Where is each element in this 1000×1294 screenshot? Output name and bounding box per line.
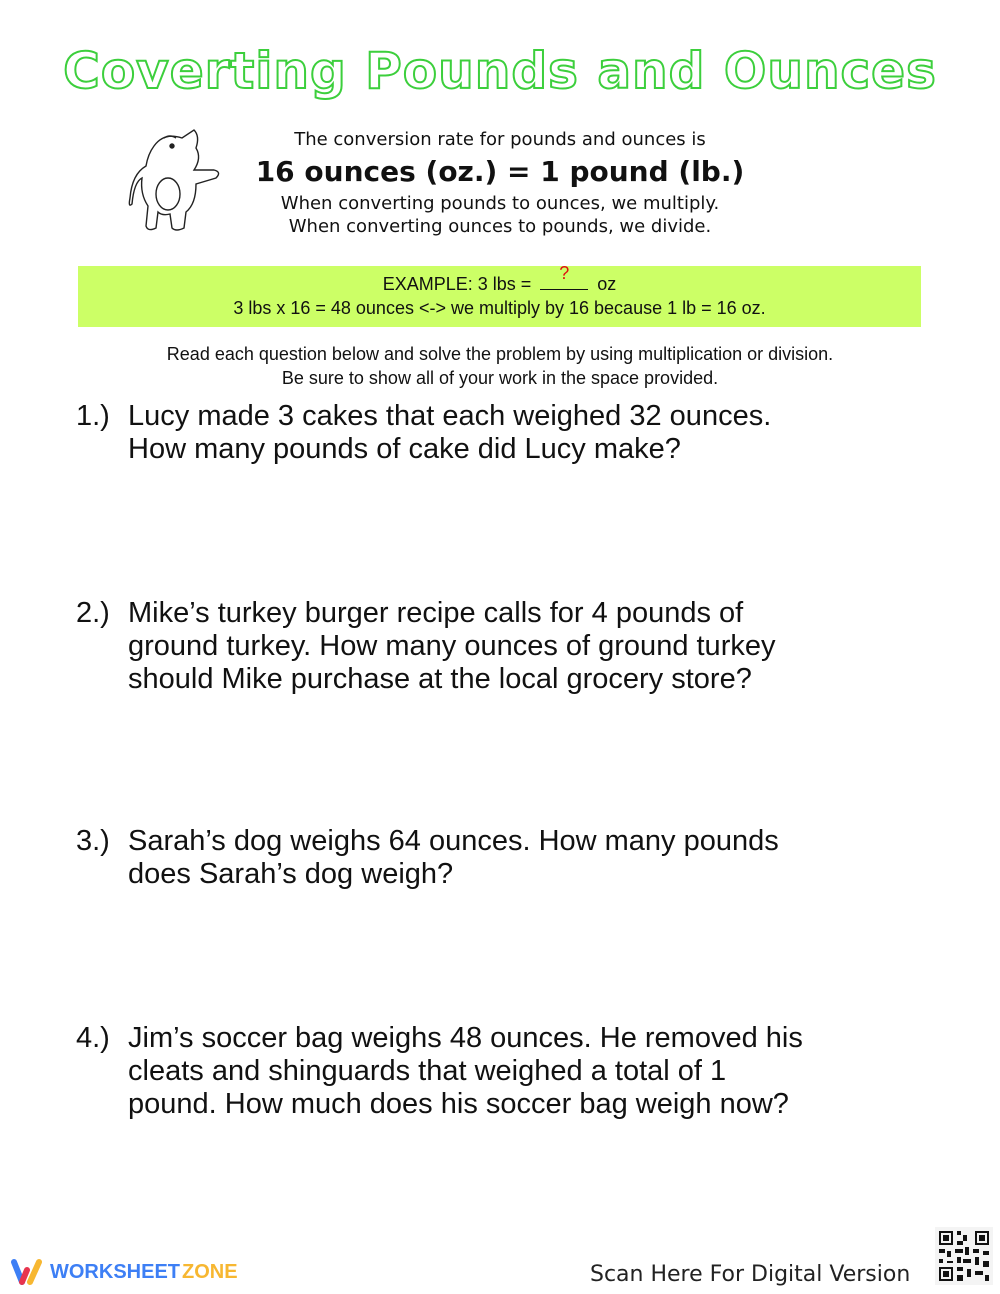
instructions-line-1: Read each question below and solve the problem by using multiplication or division. [166,344,834,364]
example-suffix: oz [597,274,617,294]
qr-code-icon[interactable] [935,1227,993,1285]
page-title: Coverting Pounds and Ounces [63,42,937,100]
brand-worksheet: WORKSHEET [50,1260,180,1283]
rule-divide: When converting ounces to pounds, we divide. [288,216,712,237]
scan-text: Scan Here For Digital Version [590,1262,911,1287]
worksheetzone-w-icon [10,1258,44,1286]
question-text: Sarah’s dog weighs 64 ounces. How many pounds [128,825,779,857]
example-line [78,263,921,296]
question-number: 2.) [76,597,110,629]
rule-multiply: When converting pounds to ounces, we multiply. [280,193,720,214]
conversion-formula: 16 ounces (oz.) = 1 pound (lb.) [255,155,745,188]
example-box [78,263,921,327]
question-text: How many pounds of cake did Lucy make? [128,433,681,465]
question-text: Mike’s turkey burger recipe calls for 4 pounds of [128,597,744,629]
question-text: does Sarah’s dog weigh? [128,858,454,890]
question-mark: ? [559,263,570,283]
question-2 [76,597,936,696]
instructions [60,342,940,390]
question-number: 4.) [76,1022,110,1054]
rate-line: The conversion rate for pounds and ounces is [294,129,706,150]
question-text: pound. How much does his soccer bag weigh now? [128,1088,789,1120]
example-prefix: EXAMPLE: 3 lbs = [382,274,532,294]
question-4 [76,1022,936,1121]
question-text: should Mike purchase at the local grocery store? [128,663,752,695]
intro-block [230,128,770,238]
worksheetzone-logo[interactable] [10,1258,238,1286]
rhino-illustration-icon [124,124,224,234]
question-3 [76,825,936,891]
example-blank [540,263,588,290]
question-number: 3.) [76,825,110,857]
example-explanation: 3 lbs x 16 = 48 ounces <-> we multiply by 16 because 1 lb = 16 oz. [233,298,766,318]
question-number: 1.) [76,400,110,432]
question-1 [76,400,936,466]
brand-zone: ZONE [182,1260,238,1283]
question-text: Lucy made 3 cakes that each weighed 32 ounces. [128,400,772,432]
question-text: Jim’s soccer bag weighs 48 ounces. He removed his [128,1022,803,1054]
question-text: cleats and shinguards that weighed a total of 1 [128,1055,727,1087]
instructions-line-2: Be sure to show all of your work in the space provided. [281,368,719,388]
question-text: ground turkey. How many ounces of ground turkey [128,630,776,662]
